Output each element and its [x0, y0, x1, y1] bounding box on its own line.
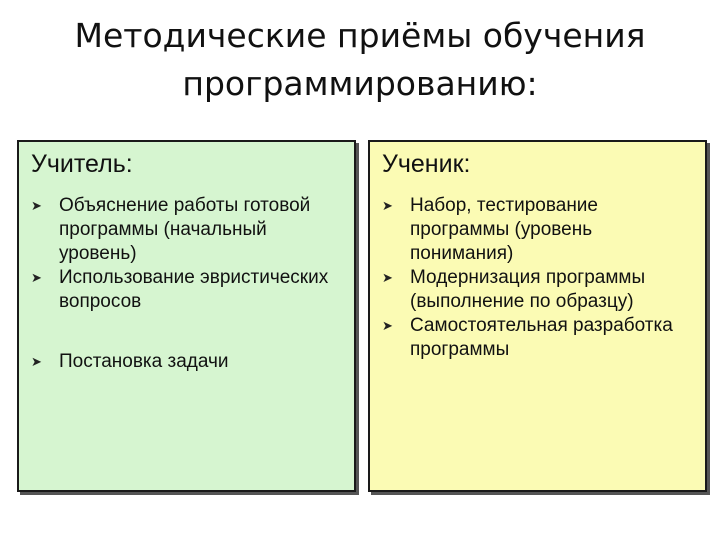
list-item-text: Набор, тестирование программы (уровень понимания) [410, 195, 598, 264]
list-item [19, 266, 354, 314]
student-panel [368, 140, 707, 492]
arrowhead-bullet-icon: ➤ [382, 270, 393, 285]
list-item-text: Использование эвристических вопросов [59, 267, 329, 312]
teacher-list [19, 194, 354, 374]
list-item [19, 350, 354, 374]
arrowhead-bullet-icon: ➤ [382, 198, 393, 213]
list-item-text: Модернизация программы (выполнение по образцу) [410, 267, 646, 312]
slide-title-line1: Методические приёмы обучения [74, 16, 646, 55]
teacher-panel [17, 140, 356, 492]
arrowhead-bullet-icon: ➤ [382, 318, 393, 333]
list-item-text: Постановка задачи [59, 351, 229, 372]
slide-title [0, 12, 720, 108]
teacher-heading: Учитель: [31, 150, 133, 178]
student-heading: Ученик: [382, 150, 471, 178]
student-list [370, 194, 705, 362]
list-item-text: Самостоятельная разработка программы [410, 315, 673, 360]
list-item [19, 194, 354, 266]
arrowhead-bullet-icon: ➤ [31, 354, 42, 369]
list-item [370, 314, 705, 362]
list-item [370, 194, 705, 266]
list-item-text: Объяснение работы готовой программы (начальный уровень) [59, 195, 311, 264]
arrowhead-bullet-icon: ➤ [31, 198, 42, 213]
slide-title-line2: программированию: [182, 64, 538, 103]
list-item [370, 266, 705, 314]
arrowhead-bullet-icon: ➤ [31, 270, 42, 285]
